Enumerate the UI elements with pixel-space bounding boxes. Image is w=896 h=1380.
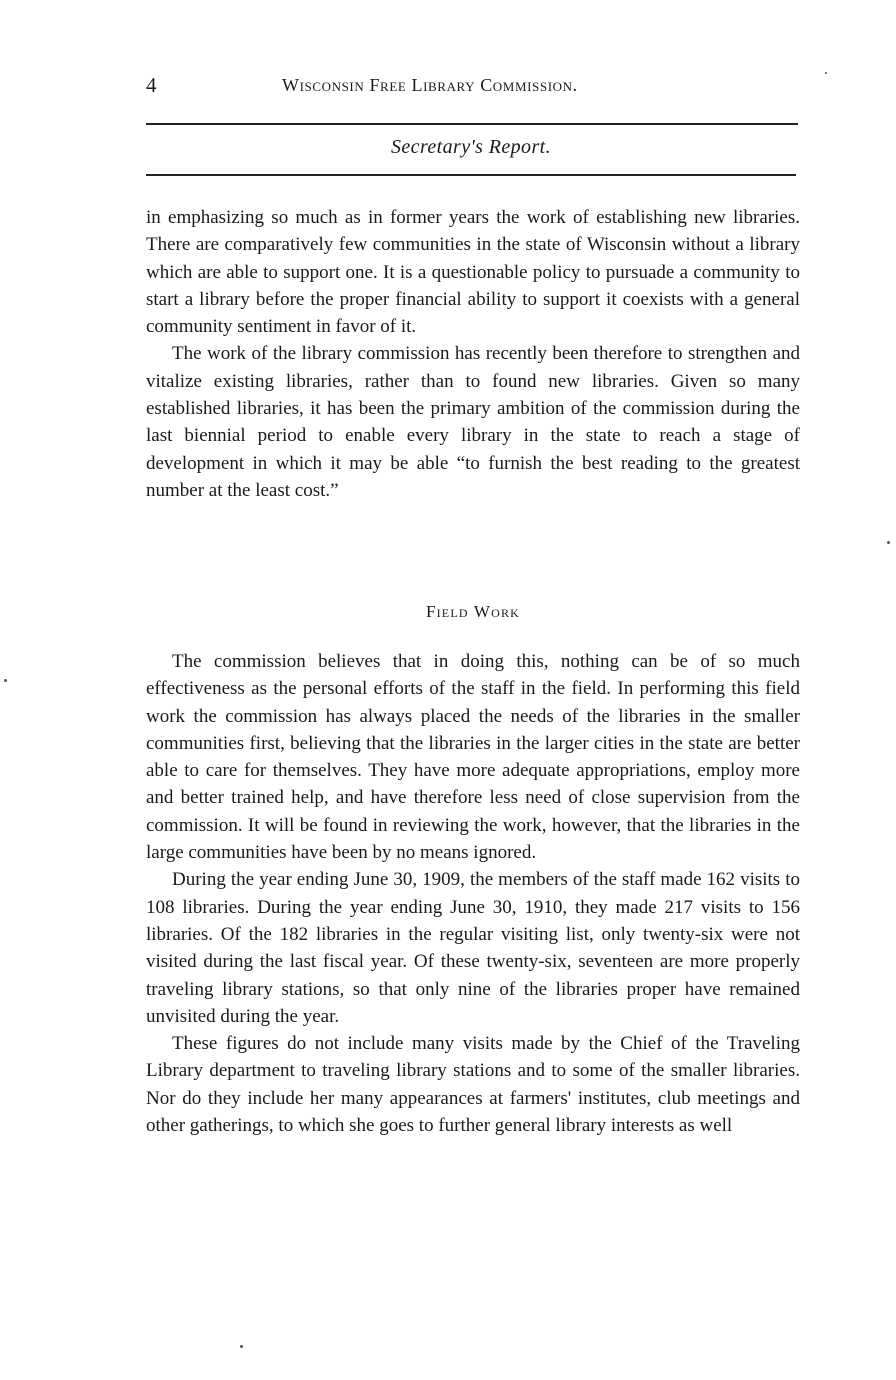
page-header <box>146 72 796 102</box>
field-work-text-block <box>146 648 800 1139</box>
page-number: 4 <box>146 73 157 97</box>
scan-speck <box>4 679 7 682</box>
paragraph-continuation: in emphasizing so much as in former years the work of establishing new libraries. There are comparatively few communities in the state of Wisconsin without a library which are able to support one. It is a questionable policy to pursuade a community to start a library before the proper financial ability to support it coexists with a general community sentiment in favor of it. <box>146 207 800 338</box>
paragraph-traveling-library: These figures do not include many visits made by the Chief of the Traveling Library department to traveling library stations and to some of the smaller libraries. Nor do they include her many appearances at farmers' institutes, club meetings and other gatherings, to which she goes to further general library interests as well <box>146 1033 800 1137</box>
header-rule-bottom <box>146 174 796 176</box>
running-title: Wisconsin Free Library Commission. <box>282 75 578 95</box>
paragraph-field-work-intro: The commission believes that in doing this, nothing can be of so much effectiveness as the personal efforts of the staff in the field. In performing this field work the commission has always placed the needs of the libraries in the smaller communities first, believing that the libraries in the larger cities in the state are better able to care for themselves. They have more adequate appropriations, employ more and better trained help, and have therefore less need of close supervision from the commission. It will be found in reviewing the work, however, that the libraries in the large communities have been by no means ignored. <box>146 651 800 864</box>
section-heading-field-work: Field Work <box>425 602 521 621</box>
section-label: Secretary's Report. <box>391 136 551 158</box>
intro-text-block <box>146 204 800 504</box>
paragraph-visit-statistics: During the year ending June 30, 1909, the members of the staff made 162 visits to 108 libraries. During the year ending June 30, 1910, they made 217 visits to 156 libraries. Of the 182 libraries in the regular visiting list, only twenty-six were not visited during the last fiscal year. Of these twenty-six, seventeen are more properly traveling library stations, so that only nine of the libraries proper have remained unvisited during the year. <box>146 869 800 1027</box>
scan-speck <box>887 541 890 544</box>
scan-speck <box>240 1345 243 1348</box>
header-rule-top <box>146 123 798 125</box>
scan-speck <box>825 72 827 74</box>
paragraph-commission-work: The work of the library commission has recently been therefore to strengthen and vitalize existing libraries, rather than to found new libraries. Given so many established libraries, it has been the primary ambition of the commission during the last biennial period to enable every library in the state to reach a stage of development in which it may be able “to furnish the best reading to the greatest number at the least cost.” <box>146 343 800 501</box>
